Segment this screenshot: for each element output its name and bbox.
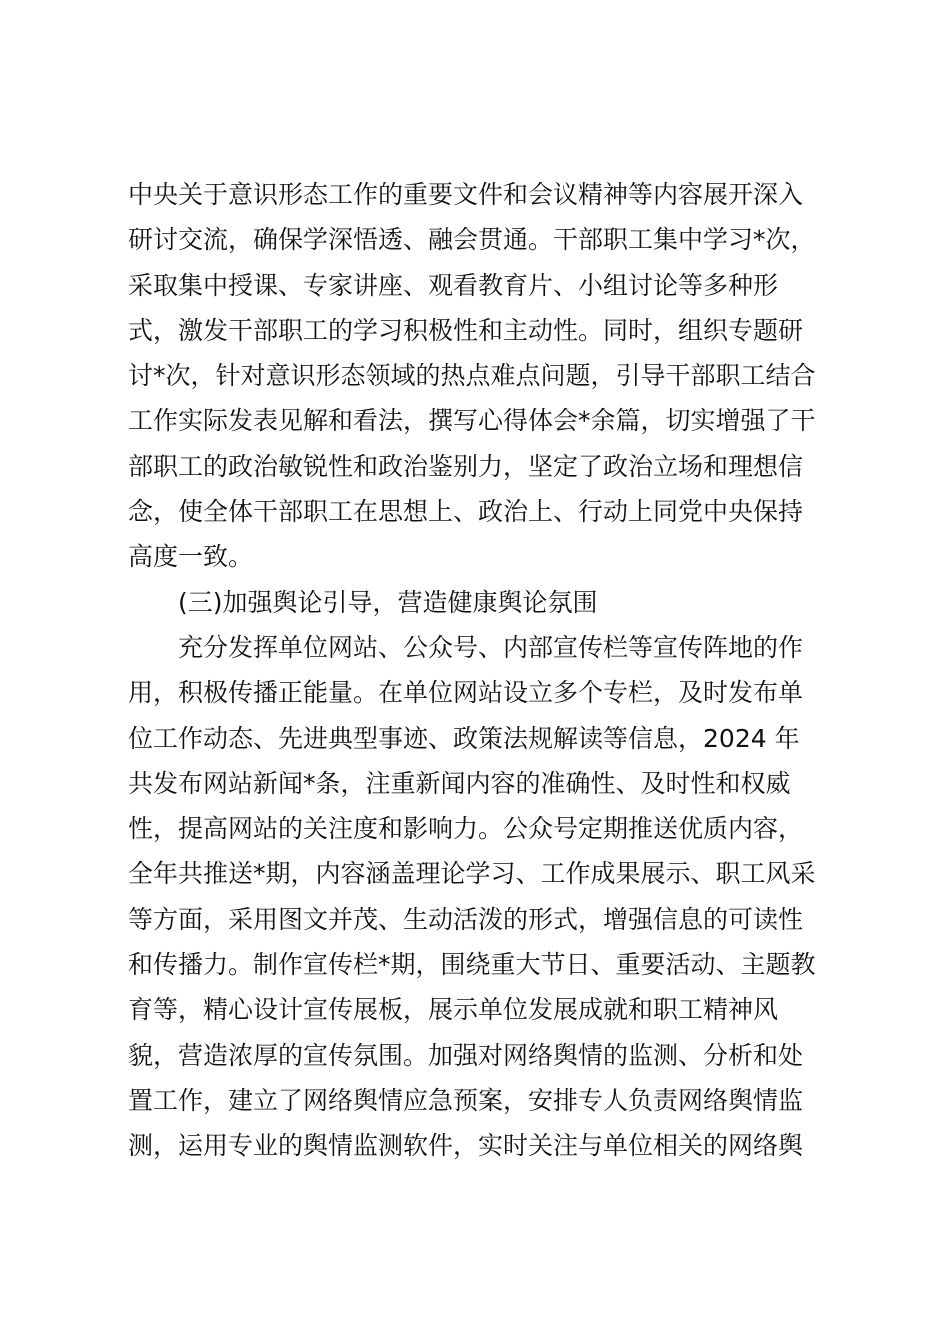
paragraph-first-line: 充分发挥单位网站、公众号、内部宣传栏等宣传阵地的作: [178, 632, 804, 662]
text-line: 育等，精心设计宣传展板，展示单位发展成就和职工精神风: [128, 995, 779, 1025]
text-line: 采取集中授课、专家讲座、观看教育片、小组讨论等多种形: [128, 270, 779, 300]
text-line: 貌，营造浓厚的宣传氛围。加强对网络舆情的监测、分析和处: [128, 1040, 804, 1070]
text-line: 性，提高网站的关注度和影响力。公众号定期推送优质内容，: [128, 814, 804, 844]
text-line: 高度一致。: [128, 542, 254, 572]
text-line: 工作实际发表见解和看法，撰写心得体会*余篇，切实增强了干: [128, 406, 816, 436]
text-line: 测，运用专业的舆情监测软件，实时关注与单位相关的网络舆: [128, 1131, 804, 1161]
body-text: [128, 172, 833, 1169]
text-line: 研讨交流，确保学深悟透、融会贯通。干部职工集中学习*次，: [128, 225, 816, 255]
section-heading: (三)加强舆论引导，营造健康舆论氛围: [178, 587, 598, 617]
text-line: 共发布网站新闻*条，注重新闻内容的准确性、及时性和权威: [128, 768, 791, 798]
text-line: 念，使全体干部职工在思想上、政治上、行动上同党中央保持: [128, 497, 804, 527]
text-line: 用，积极传播正能量。在单位网站设立多个专栏，及时发布单: [128, 678, 804, 708]
text-line: 置工作，建立了网络舆情应急预案，安排专人负责网络舆情监: [128, 1085, 804, 1115]
text-line: 部职工的政治敏锐性和政治鉴别力，坚定了政治立场和理想信: [128, 451, 804, 481]
text-line: 讨*次，针对意识形态领域的热点难点问题，引导干部职工结合: [128, 361, 816, 391]
text-line: 和传播力。制作宣传栏*期，围绕重大节日、重要活动、主题教: [128, 950, 816, 980]
text-line: 式，激发干部职工的学习积极性和主动性。同时，组织专题研: [128, 315, 804, 345]
text-line: 中央关于意识形态工作的重要文件和会议精神等内容展开深入: [128, 180, 804, 209]
text-line: 等方面，采用图文并茂、生动活泼的形式，增强信息的可读性: [128, 904, 804, 934]
text-line: 全年共推送*期，内容涵盖理论学习、工作成果展示、职工风采: [128, 859, 816, 889]
text-line: 位工作动态、先进典型事迹、政策法规解读等信息，2024 年: [128, 723, 800, 753]
